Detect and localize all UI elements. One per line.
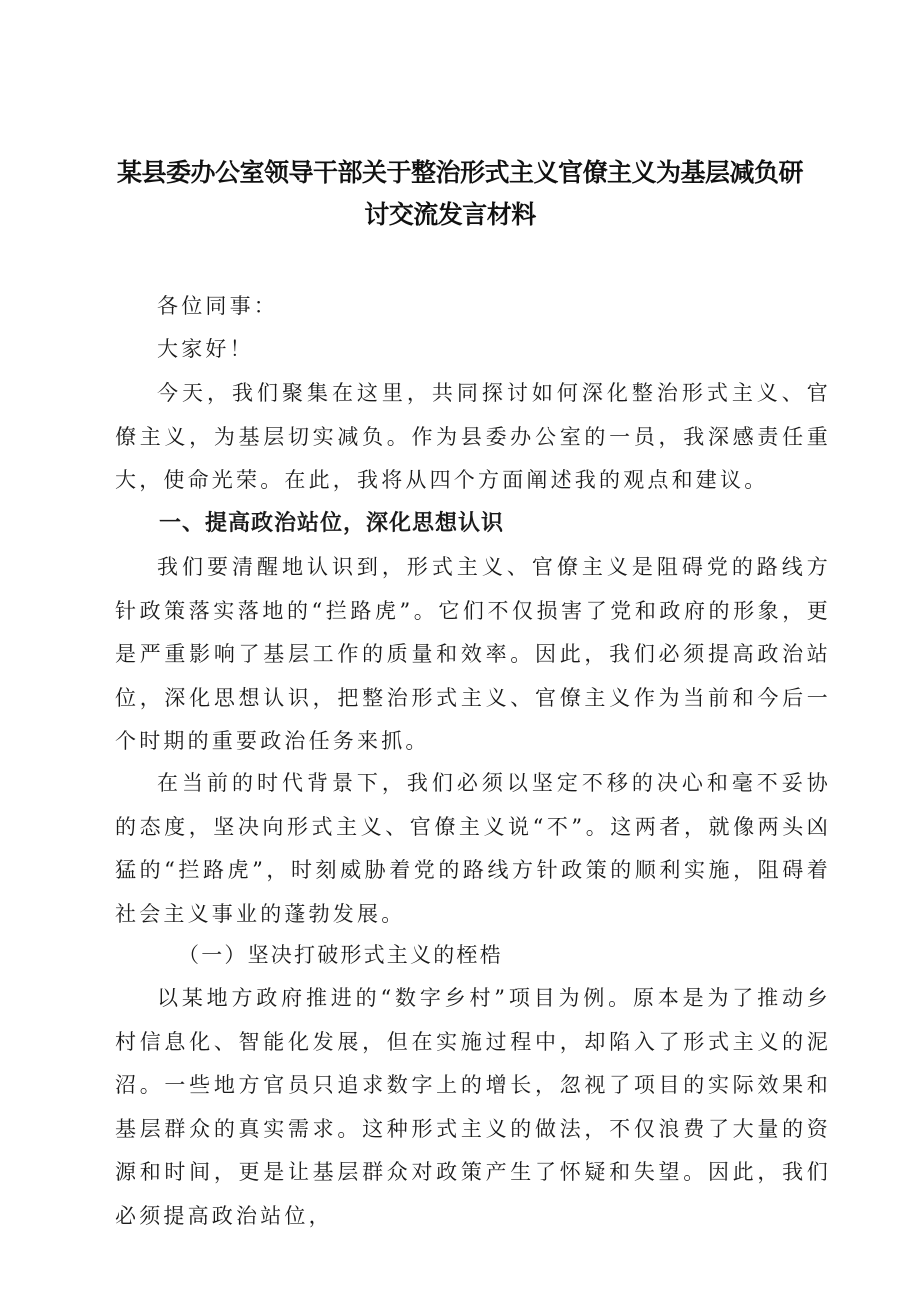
salutation: 各位同事：: [157, 294, 278, 318]
intro-paragraph: 今天，我们聚集在这里，共同探讨如何深化整治形式主义、官僚主义，为基层切实减负。作为县委办公室的一员，我深感责任重大，使命光荣。在此，我将从四个方面阐述我的观点和建议。: [115, 381, 831, 492]
section1-paragraph1: 我们要清醒地认识到，形式主义、官僚主义是阻碍党的路线方针政策落实落地的“拦路虎”。它们不仅损害了党和政府的形象，更是严重影响了基层工作的质量和效率。因此，我们必须提高政治站位，深化思想认识，把整治形式主义、官僚主义作为当前和今后一个时期的重要政治任务来抓。: [115, 555, 831, 753]
subsection1-heading: （一）坚决打破形式主义的桎梏: [178, 943, 503, 967]
section1-paragraph2: 在当前的时代背景下，我们必须以坚定不移的决心和毫不妥协的态度，坚决向形式主义、官僚主义说“不”。这两者，就像两头凶猛的“拦路虎”，时刻威胁着党的路线方针政策的顺利实施，阻碍着社会主义事业的蓬勃发展。: [115, 771, 831, 926]
document-title-line2: 讨交流发言材料: [364, 200, 536, 229]
document-title-line1: 某县委办公室领导干部关于整治形式主义官僚主义为基层减负研: [116, 158, 803, 187]
section1-heading: 一、提高政治站位，深化思想认识: [159, 511, 505, 536]
subsection1-paragraph1: 以某地方政府推进的“数字乡村”项目为例。原本是为了推动乡村信息化、智能化发展，但在实施过程中，却陷入了形式主义的泥沼。一些地方官员只追求数字上的增长，忽视了项目的实际效果和基层群众的真实需求。这种形式主义的做法，不仅浪费了大量的资源和时间，更是让基层群众对政策产生了怀疑和失望。因此，我们必须提高政治站位，: [115, 986, 831, 1228]
greeting: 大家好！: [157, 337, 254, 361]
